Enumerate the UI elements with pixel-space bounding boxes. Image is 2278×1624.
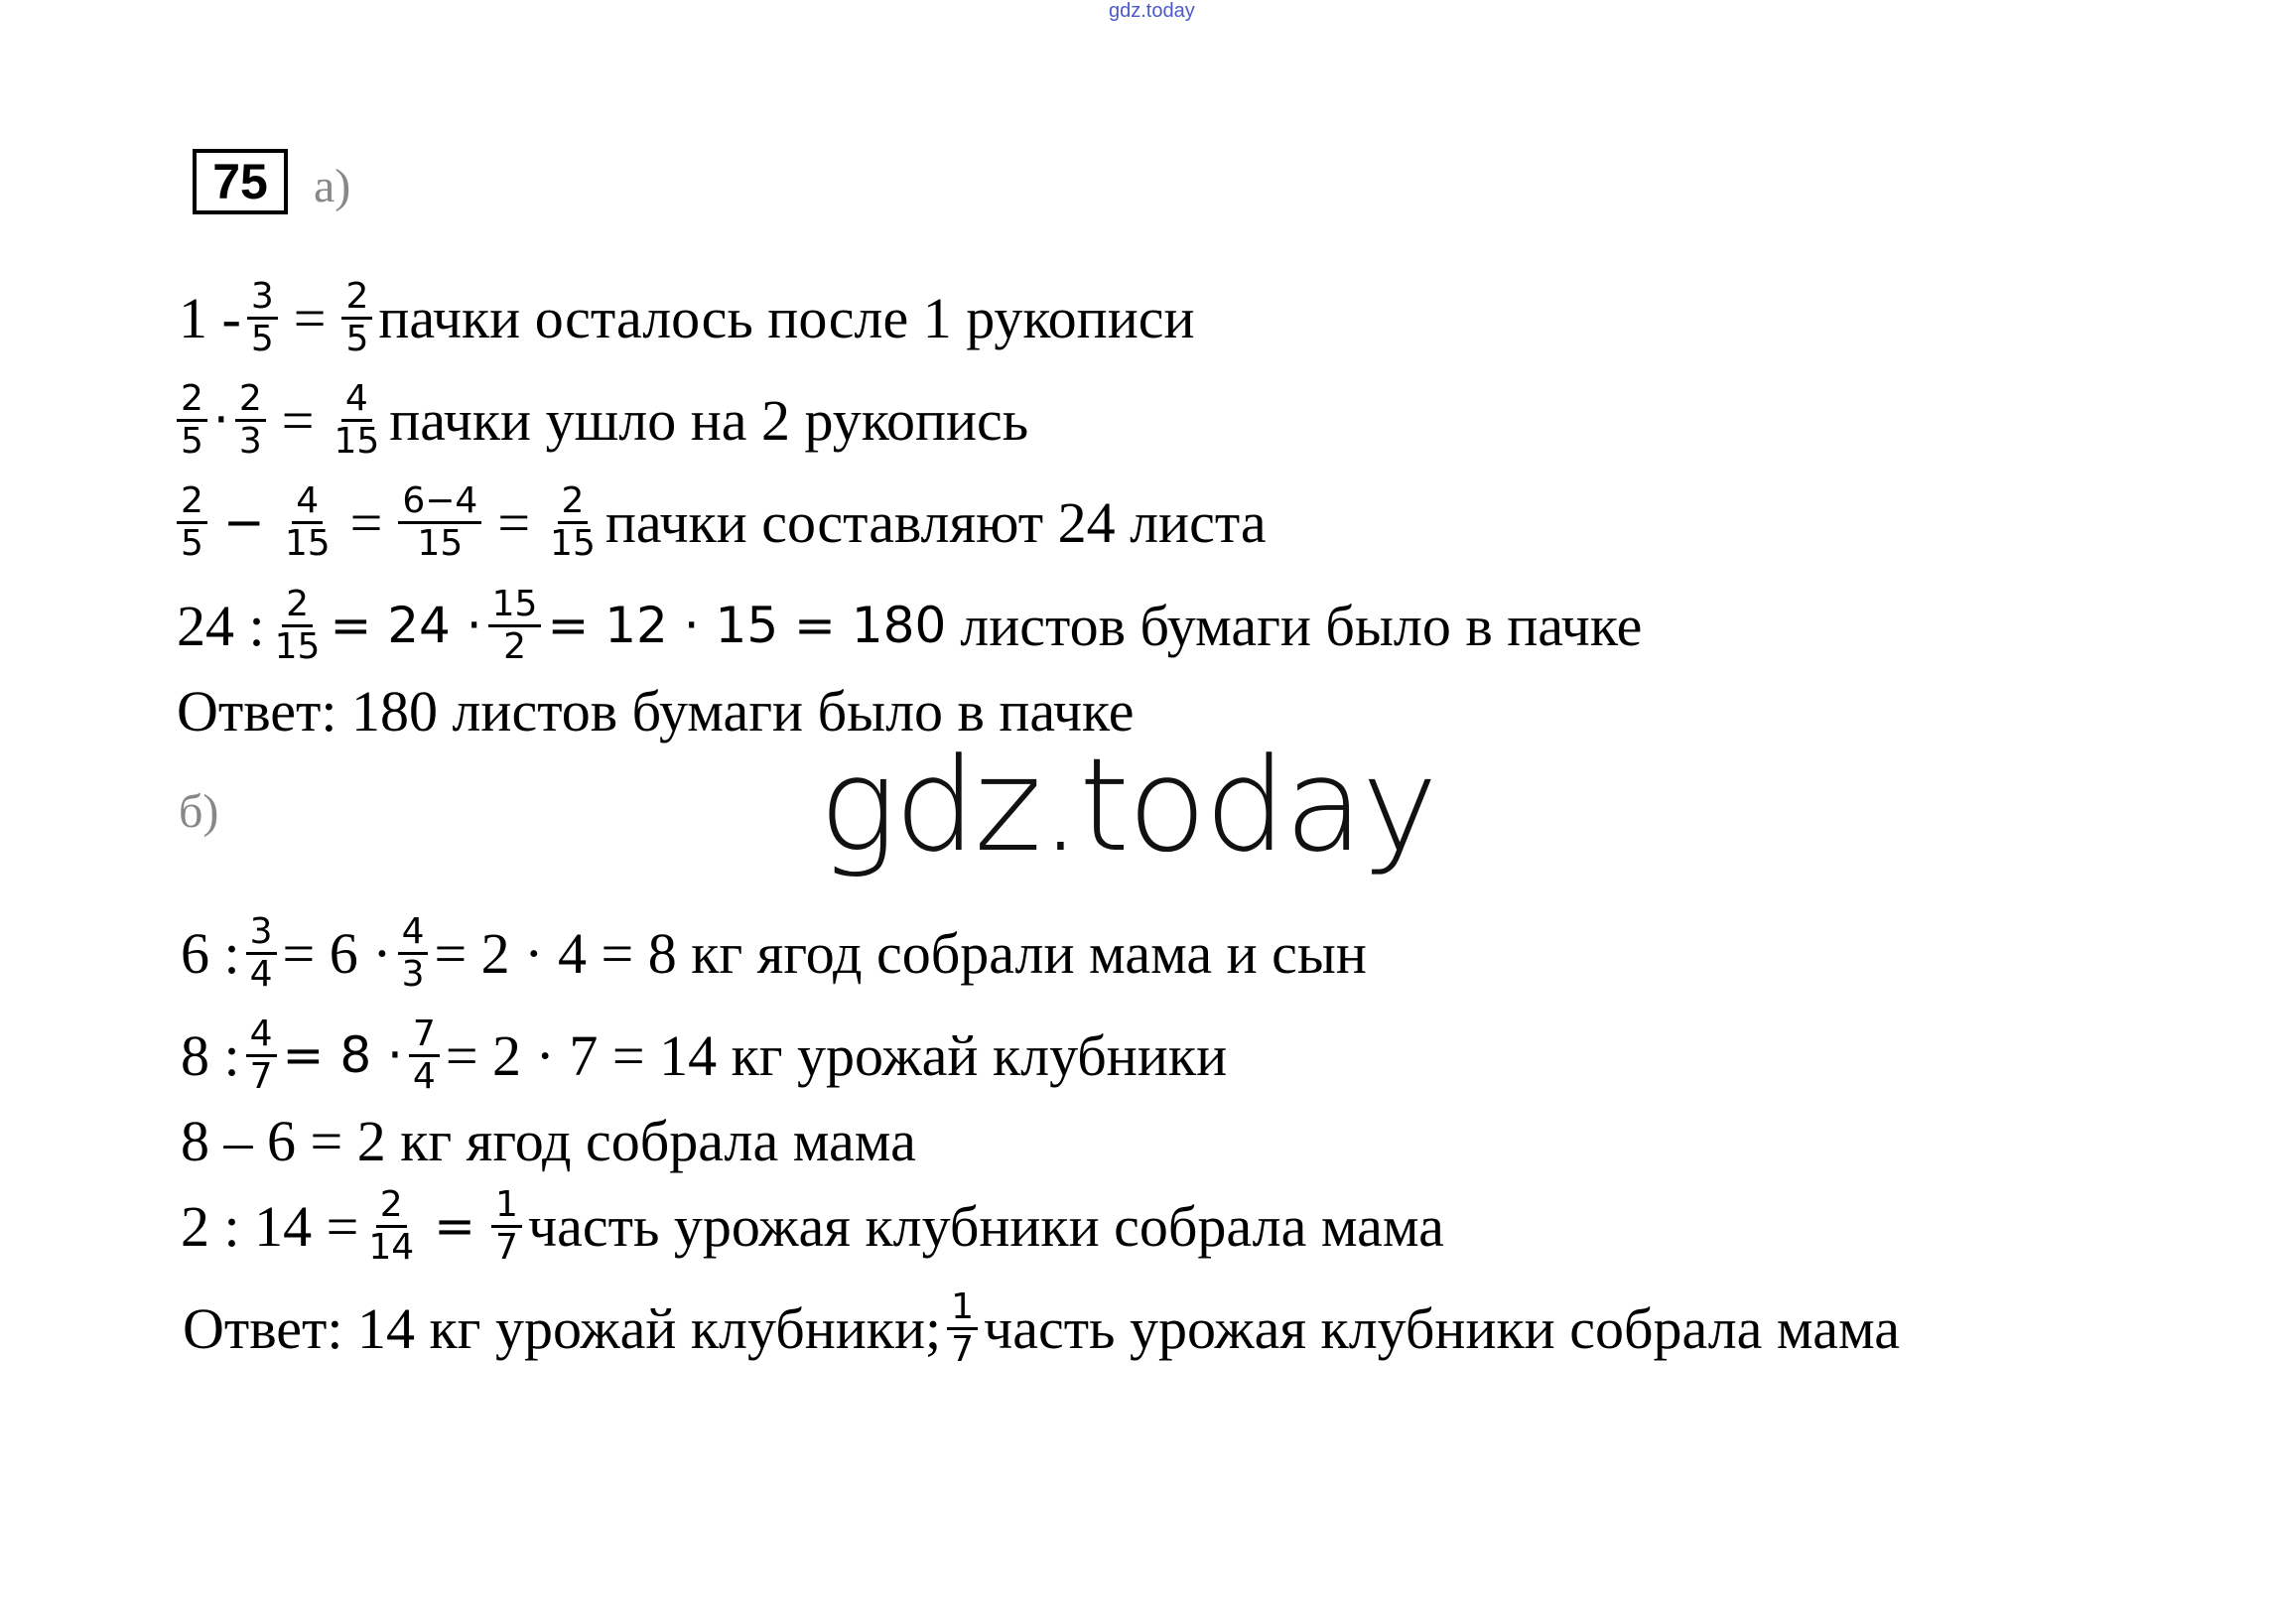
expression: = 24 · — [330, 597, 482, 654]
fraction — [947, 1287, 978, 1370]
part-a-line-4 — [177, 576, 1642, 675]
numerator: 1 — [491, 1185, 522, 1228]
fraction — [177, 379, 207, 462]
numerator: 6−4 — [398, 481, 481, 524]
minus: − — [222, 493, 265, 551]
numerator: 1 — [947, 1287, 978, 1330]
fraction — [491, 1185, 522, 1268]
task-number-box: 75 — [193, 149, 288, 214]
denominator: 15 — [417, 522, 464, 564]
numerator: 4 — [341, 379, 372, 422]
term: 24 : — [177, 593, 265, 658]
fraction — [246, 912, 277, 995]
part-a-answer: Ответ: 180 листов бумаги было в пачке — [177, 679, 1135, 744]
part-a-line-1 — [179, 268, 1195, 367]
denominator: 4 — [412, 1055, 436, 1097]
fraction — [398, 481, 481, 564]
numerator: 15 — [488, 585, 542, 627]
fraction — [488, 585, 542, 667]
denominator: 5 — [345, 318, 369, 359]
denominator: 5 — [181, 420, 203, 462]
expression: = 8 · — [282, 1026, 403, 1084]
header-watermark: gdz.today — [1109, 0, 1195, 22]
line-text: часть урожая клубники собрала мама — [527, 1193, 1444, 1259]
numerator: 4 — [292, 481, 323, 524]
fraction — [246, 1015, 277, 1097]
denominator: 7 — [951, 1328, 975, 1370]
denominator: 4 — [249, 953, 273, 995]
equals: = — [293, 285, 327, 350]
part-b-line-1 — [181, 903, 1367, 1003]
numerator: 2 — [376, 1185, 407, 1228]
denominator: 15 — [274, 625, 321, 667]
numerator: 2 — [282, 585, 313, 627]
numerator: 4 — [246, 1015, 277, 1057]
line-text: пачки составляют 24 листа — [604, 489, 1267, 555]
numerator: 4 — [398, 912, 429, 955]
fraction — [177, 481, 207, 564]
fraction — [364, 1185, 418, 1268]
part-a-line-2 — [171, 370, 1028, 470]
equals: = — [497, 489, 531, 555]
line-text: пачки ушло на 2 рукопись — [389, 387, 1029, 453]
numerator: 2 — [341, 277, 372, 320]
part-b-line-3: 8 – 6 = 2 кг ягод собрала мама — [181, 1109, 916, 1173]
term: 1 - — [179, 285, 241, 350]
denominator: 5 — [181, 522, 203, 564]
numerator: 2 — [177, 379, 207, 422]
watermark-logo: gdz.today — [819, 730, 1436, 880]
fraction — [235, 379, 266, 462]
denominator: 7 — [495, 1226, 518, 1268]
fraction — [409, 1015, 440, 1097]
fraction — [398, 912, 429, 995]
part-a-line-3 — [171, 473, 1267, 572]
denominator: 14 — [368, 1226, 415, 1268]
fraction — [271, 585, 325, 667]
multiply: · — [212, 391, 229, 449]
denominator: 15 — [550, 522, 596, 564]
fraction — [341, 277, 372, 359]
term: 8 : — [181, 1022, 240, 1088]
equals: = — [434, 1197, 476, 1255]
denominator: 2 — [503, 625, 526, 667]
answer-text: часть урожая клубники собрала мама — [984, 1295, 1901, 1361]
line-text: = 2 · 4 = 8 кг ягод собрали мама и сын — [434, 920, 1367, 986]
denominator: 15 — [284, 522, 331, 564]
denominator: 3 — [401, 953, 425, 995]
denominator: 3 — [238, 420, 262, 462]
part-b-label: б) — [179, 785, 219, 838]
fraction — [247, 277, 278, 359]
part-b-answer — [183, 1279, 1900, 1378]
part-a-label: а) — [314, 160, 351, 212]
numerator: 2 — [558, 481, 589, 524]
line-text: = 2 · 7 = 14 кг урожай клубники — [445, 1022, 1228, 1088]
equals: = — [281, 387, 315, 453]
numerator: 3 — [246, 912, 277, 955]
expression: = 12 · 15 = 180 — [547, 597, 947, 654]
part-b-line-2 — [181, 1006, 1227, 1105]
denominator: 5 — [250, 318, 274, 359]
fraction — [281, 481, 335, 564]
equals: = — [349, 489, 383, 555]
fraction — [546, 481, 600, 564]
term: 6 : — [181, 920, 240, 986]
denominator: 7 — [249, 1055, 273, 1097]
term: 2 : 14 = — [181, 1193, 359, 1259]
line-text: пачки осталось после 1 рукописи — [378, 285, 1195, 350]
numerator: 3 — [247, 277, 278, 320]
part-b-line-4 — [181, 1176, 1444, 1276]
numerator: 7 — [409, 1015, 440, 1057]
expression: = 6 · — [282, 920, 392, 986]
fraction — [330, 379, 383, 462]
line-text: листов бумаги было в пачке — [960, 593, 1643, 658]
answer-start: Ответ: 14 кг урожай клубники; — [183, 1295, 942, 1361]
numerator: 2 — [177, 481, 207, 524]
numerator: 2 — [235, 379, 266, 422]
denominator: 15 — [334, 420, 380, 462]
